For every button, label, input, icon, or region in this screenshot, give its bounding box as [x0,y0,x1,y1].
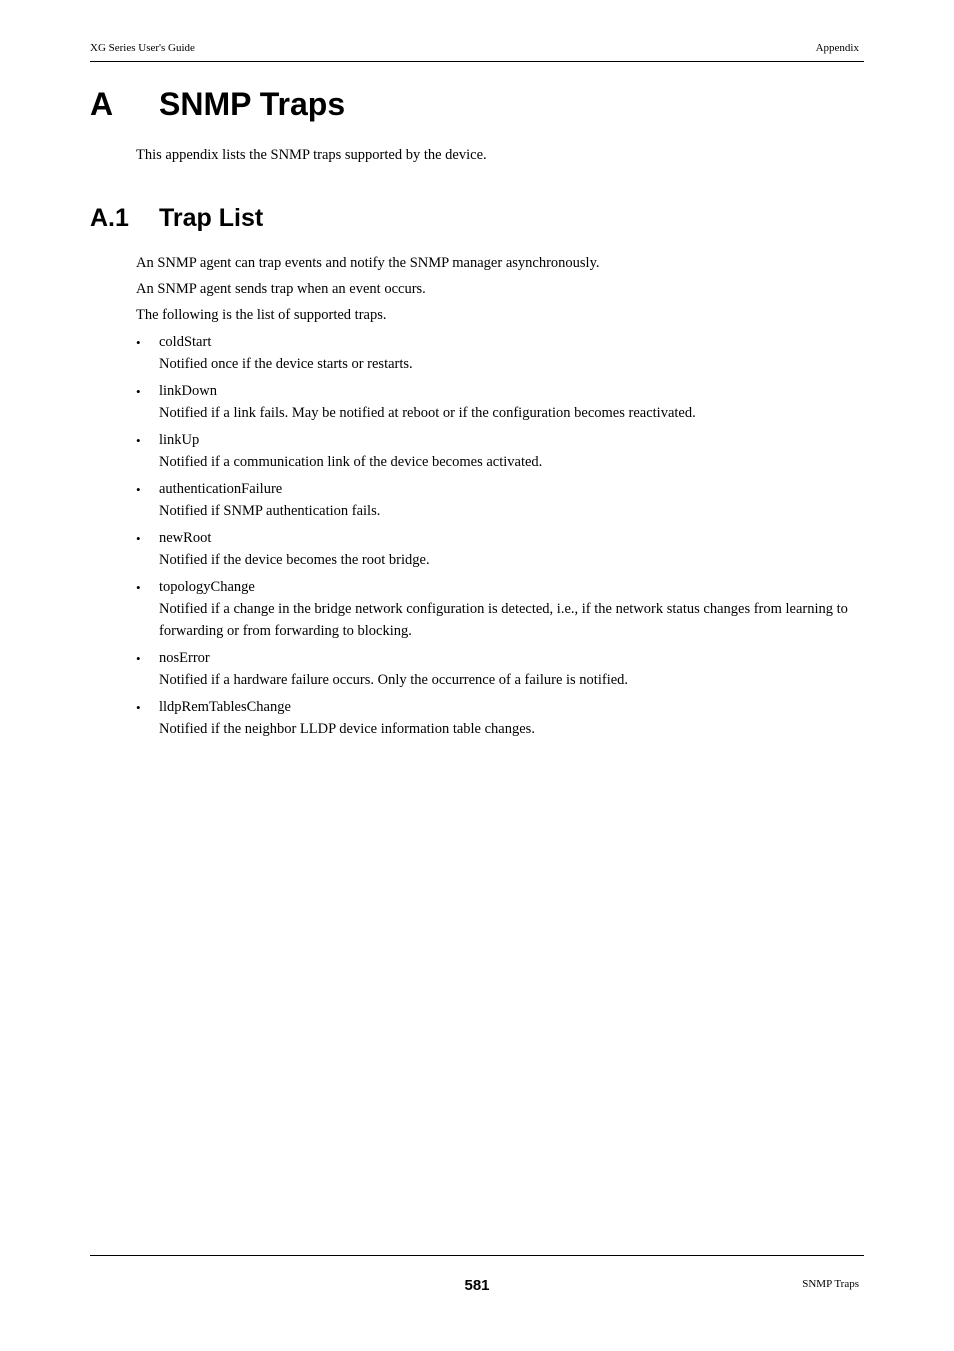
trap-name: authenticationFailure [159,481,283,498]
header-chapter-name: Appendix [815,42,859,54]
trap-list-item [136,697,864,741]
trap-name: newRoot [159,530,212,547]
running-header [90,42,864,62]
trap-name: topologyChange [159,579,255,596]
section-paragraph: An SNMP agent can trap events and notify the SNMP manager asynchronously. [136,255,600,271]
footer-section-name: SNMP Traps [802,1278,859,1290]
trap-list-item [136,577,864,642]
trap-name: coldStart [159,334,212,350]
trap-description: Notified if a hardware failure occurs. Only the occurrence of a failure is notified. [159,672,629,689]
trap-description: Notified if a communication link of the device becomes activated. [159,453,543,470]
trap-list-item [136,528,864,572]
section-number: A.1 [90,204,129,232]
bullet-icon: • [136,384,141,400]
trap-name: lldpRemTablesChange [159,699,291,716]
bullet-icon: • [136,580,141,596]
chapter-intro: This appendix lists the SNMP traps supported by the device. [136,147,487,163]
trap-list-item [136,332,864,376]
trap-list-item [136,430,864,474]
section-paragraph: The following is the list of supported traps. [136,307,387,323]
trap-description: Notified once if the device starts or restarts. [159,355,413,372]
page-number: 581 [464,1277,490,1294]
trap-description: Notified if the neighbor LLDP device information table changes. [159,721,535,738]
bullet-icon: • [136,482,141,498]
trap-description: Notified if SNMP authentication fails. [159,503,381,520]
trap-name: linkUp [159,432,200,449]
section-title-text: Trap List [159,204,264,232]
trap-list [136,332,864,747]
trap-list-item [136,381,864,425]
bullet-icon: • [136,531,141,547]
bullet-icon: • [136,335,141,350]
trap-list-item [136,648,864,692]
chapter-title [90,84,345,124]
trap-list-item [136,479,864,523]
trap-description: Notified if a change in the bridge network configuration is detected, i.e., if the network status changes from learning to forwarding or from forwarding to blocking. [159,601,848,640]
bullet-icon: • [136,651,141,667]
section-paragraph: An SNMP agent sends trap when an event occurs. [136,281,426,297]
section-title [90,202,263,234]
header-document-title: XG Series User's Guide [90,42,195,54]
trap-description: Notified if the device becomes the root bridge. [159,552,430,569]
bullet-icon: • [136,700,141,716]
chapter-number: A [90,86,114,122]
trap-description: Notified if a link fails. May be notified at reboot or if the configuration becomes reactivated. [159,404,696,421]
bullet-icon: • [136,433,141,449]
trap-name: linkDown [159,383,217,400]
running-footer [90,1255,864,1294]
trap-name: nosError [159,650,210,667]
chapter-title-text: SNMP Traps [159,86,346,122]
